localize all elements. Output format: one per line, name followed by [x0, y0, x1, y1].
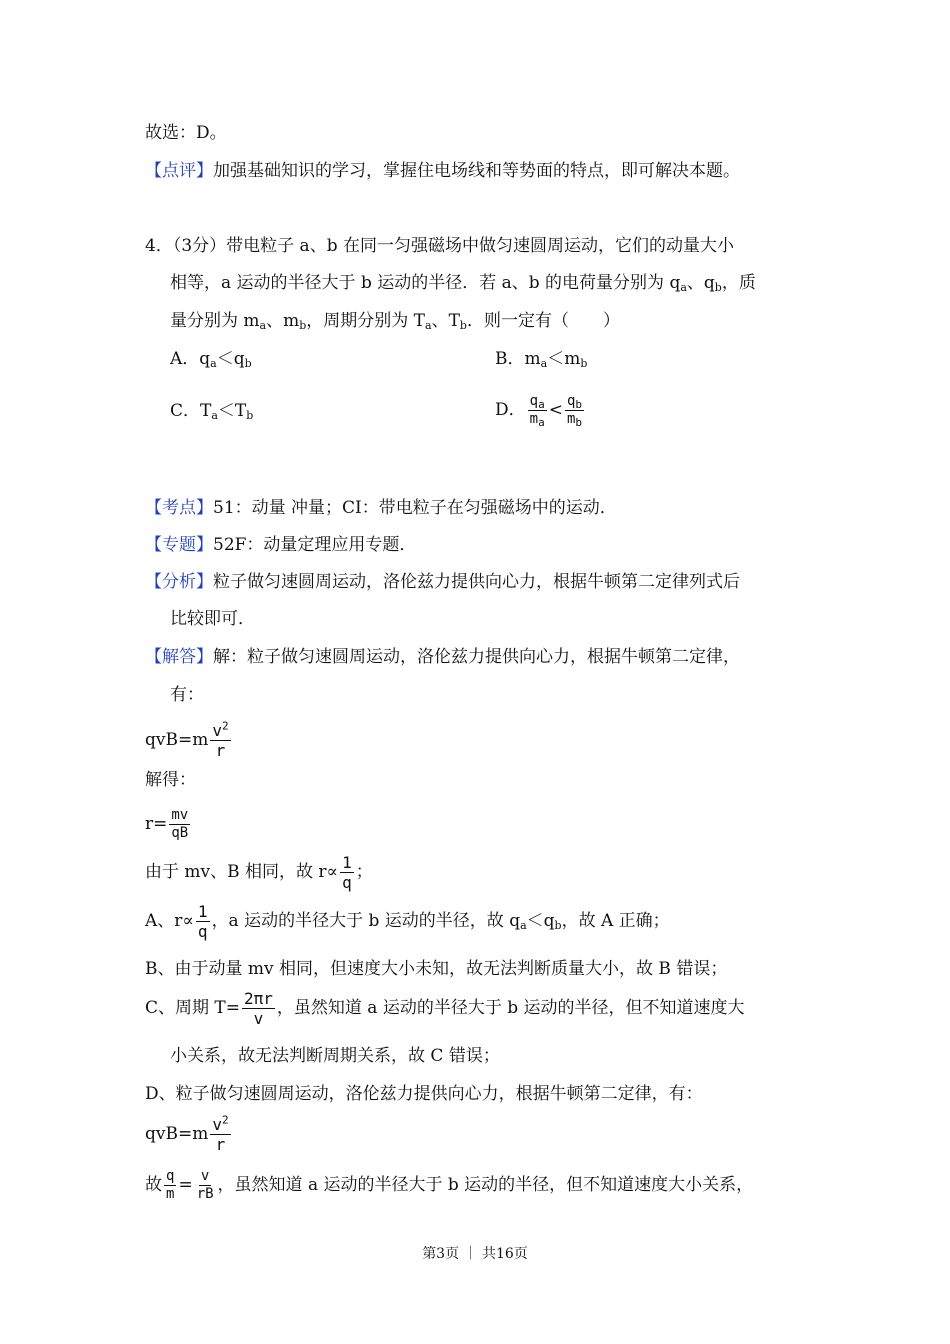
- question-4-line-2: 相等，a 运动的半径大于 b 运动的半径．若 a、b 的电荷量分别为 $q_a$、$q_b$，质: [170, 273, 756, 294]
- fraction: $\frac{1}{q}$: [342, 853, 352, 892]
- statement-e: 故 $\frac{q}{m}$ = $\frac{v}{rB}$ ，虽然知道 a 运动的半径大于 b 运动的半径，但不知道速度大小关系，: [145, 1168, 754, 1202]
- previous-answer: 故选：D。: [145, 123, 227, 143]
- kaodian-line: 【考点】51：动量 冲量；CI：带电粒子在匀强磁场中的运动．: [145, 498, 617, 518]
- option-a: A．$q_a<q_b$: [170, 349, 252, 370]
- option-c: C．$T_a<T_b$: [170, 401, 254, 422]
- solve-line: 解得：: [145, 770, 196, 790]
- fraction: $\frac{q_b}{m_b}$: [566, 393, 583, 429]
- statement-c-line-2: 小关系，故无法判断周期关系，故 C 错误；: [170, 1046, 500, 1066]
- fenxi-line-1: 【分析】粒子做匀速圆周运动，洛伦兹力提供向心力，根据牛顿第二定律列式后: [145, 572, 740, 592]
- fenxi-tag: 【分析】: [145, 572, 213, 592]
- fraction: $\frac{q_a}{m_a}$: [529, 393, 545, 429]
- kaodian-tag: 【考点】: [145, 498, 213, 518]
- fraction: $\frac{q}{m}$: [166, 1168, 175, 1202]
- statement-b: B、由于动量 mv 相同，但速度大小未知，故无法判断质量大小，故 B 错误；: [145, 959, 728, 979]
- fraction: $\frac{2\pi r}{v}$: [244, 989, 273, 1028]
- question-4-line-3: 量分别为 $m_a$、$m_b$，周期分别为 $T_a$、$T_b$．则一定有（ ）: [170, 311, 620, 332]
- statement-a: A、r∝ $\frac{1}{q}$ ，a 运动的半径大于 b 运动的半径，故 $q_a<q_b$，故 A 正确；: [145, 902, 670, 941]
- fraction: $\frac{v}{rB}$: [196, 1168, 214, 1202]
- jieda-line-1: 【解答】解：粒子做匀速圆周运动，洛伦兹力提供向心力，根据牛顿第二定律，: [145, 647, 740, 667]
- statement-c-line-1: C、周期 T= $\frac{2\pi r}{v}$ ，虽然知道 a 运动的半径大于 b 运动的半径，但不知道速度大: [145, 989, 745, 1028]
- equation-1: qvB=m $\frac{v^2}{r}$: [145, 719, 229, 760]
- page-footer: 第3页 ｜ 共16页: [422, 1246, 528, 1262]
- zhuanti-line: 【专题】52F：动量定理应用专题．: [145, 535, 417, 555]
- jieda-line-2: 有：: [170, 685, 204, 705]
- review-tag: 【点评】: [145, 161, 213, 181]
- fraction: $\frac{mv}{qB}$: [171, 807, 189, 841]
- statement-d-line-1: D、粒子做匀速圆周运动，洛伦兹力提供向心力，根据牛顿第二定律，有：: [145, 1084, 703, 1104]
- fraction: $\frac{v^2}{r}$: [212, 1113, 229, 1154]
- fraction: $\frac{1}{q}$: [197, 902, 208, 941]
- zhuanti-tag: 【专题】: [145, 535, 213, 555]
- review-line: 【点评】加强基础知识的学习，掌握住电场线和等势面的特点，即可解决本题。: [145, 161, 740, 181]
- fraction: $\frac{v^2}{r}$: [212, 719, 229, 760]
- fenxi-line-2: 比较即可．: [170, 609, 255, 629]
- option-d: D． $\frac{q_a}{m_a}$ < $\frac{q_b}{m_b}$: [495, 393, 583, 429]
- statement-proportional: 由于 mv、B 相同，故 r∝ $\frac{1}{q}$ ；: [145, 853, 373, 892]
- question-4-line-1: 4．（3分）带电粒子 a、b 在同一匀强磁场中做匀速圆周运动，它们的动量大小: [145, 236, 734, 256]
- jieda-tag: 【解答】: [145, 647, 213, 667]
- equation-3: qvB=m $\frac{v^2}{r}$: [145, 1113, 229, 1154]
- option-b: B．$m_a<m_b$: [495, 349, 588, 370]
- equation-2: r= $\frac{mv}{qB}$: [145, 807, 189, 841]
